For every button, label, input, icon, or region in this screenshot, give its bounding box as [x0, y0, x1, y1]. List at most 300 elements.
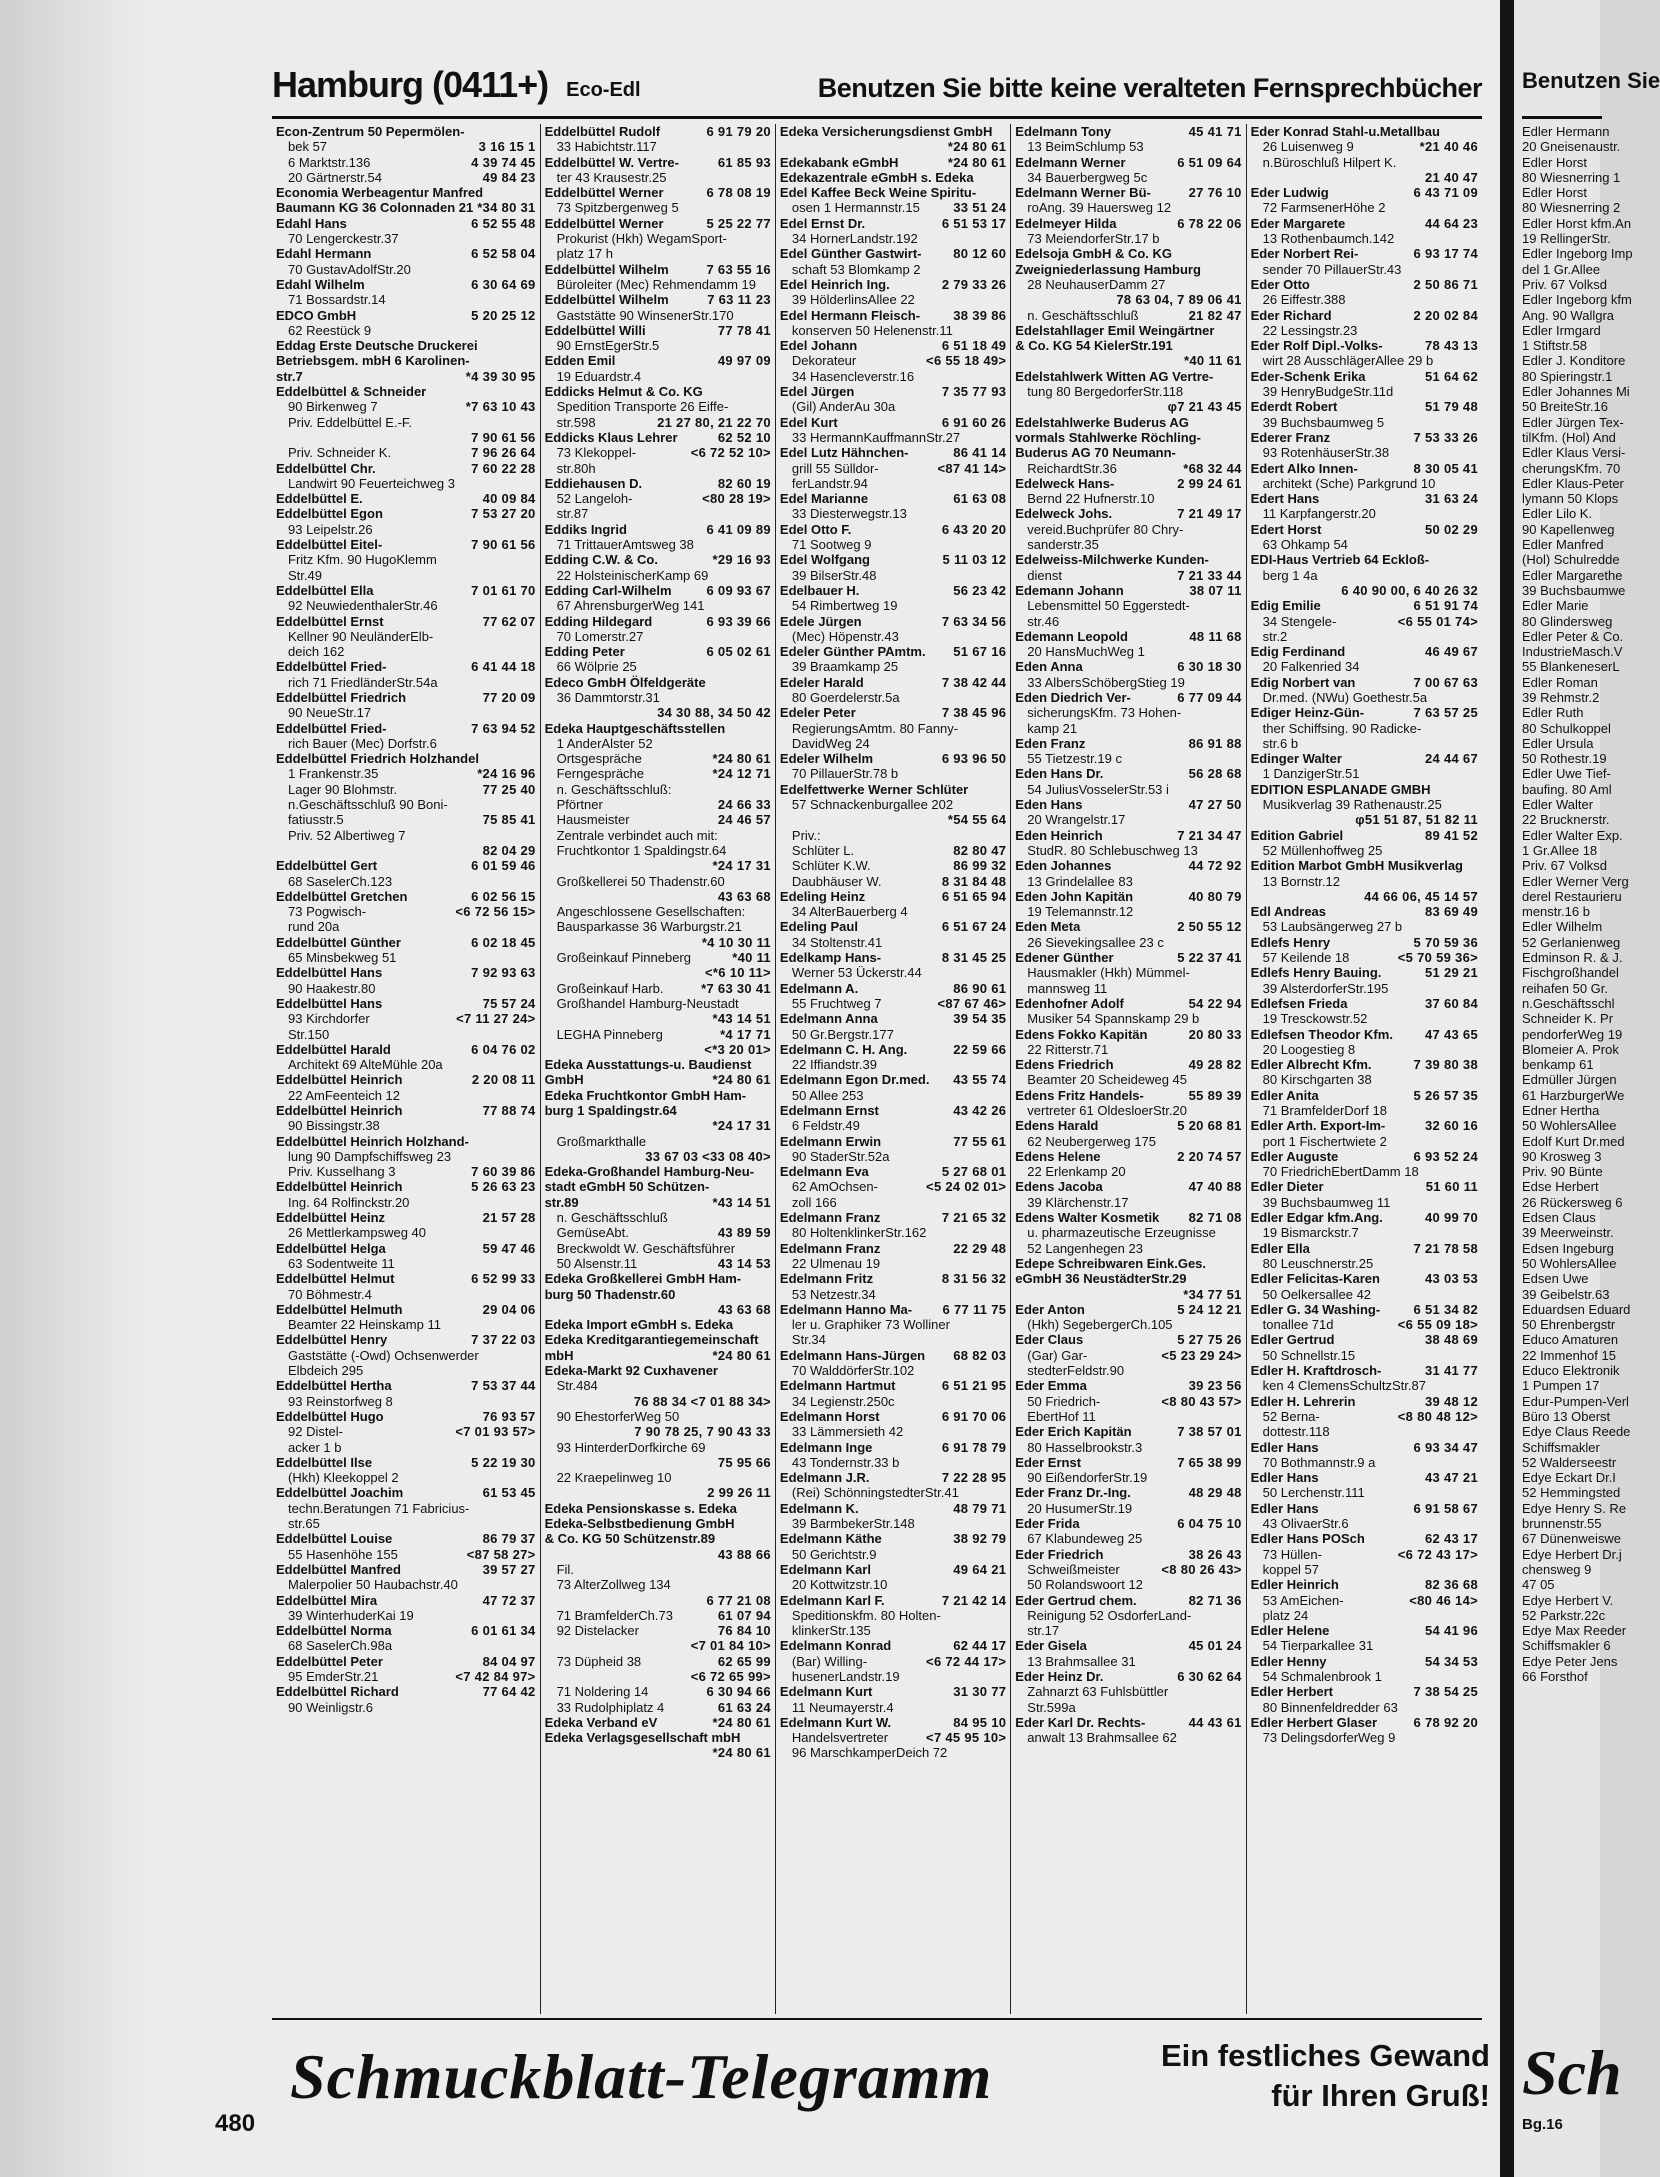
next-page-entry: Edler Horst: [1522, 185, 1588, 201]
entry-name: Edelmann Erwin: [779, 1133, 882, 1149]
entry-name: Econ-Zentrum 50 Pepermölen-: [276, 124, 465, 139]
directory-entry: [545, 461, 771, 476]
entry-phone: 51 29 21: [1424, 965, 1478, 981]
directory-entry: [545, 981, 771, 996]
entry-name: Edeler Günther PAmtm.: [779, 644, 926, 660]
entry-name: u. pharmazeutische Erzeugnisse: [1027, 1225, 1216, 1241]
entry-name: Eden Anna: [1015, 659, 1083, 675]
directory-entry: [1015, 1531, 1241, 1546]
directory-entry: [1251, 1134, 1478, 1149]
entry-name: EDCO GmbH: [276, 307, 357, 323]
entry-name: 63 Sodentweite 11: [288, 1255, 395, 1271]
directory-entry: [1015, 231, 1241, 246]
entry-phone: 86 91 88: [1188, 735, 1242, 751]
entry-phone: *34 80 31: [477, 200, 536, 216]
next-page-entry: Eduardsen Eduard: [1522, 1301, 1631, 1317]
entry-name: Ederer Franz: [1250, 429, 1331, 445]
entry-name: 90 EißendorferStr.19: [1027, 1470, 1148, 1486]
entry-phone: 44 72 92: [1188, 858, 1242, 874]
directory-entry: [1251, 843, 1478, 858]
entry-name: 55 Tietzestr.19 c: [1027, 751, 1122, 767]
directory-entry: [545, 996, 771, 1011]
next-page-entry: 52 Hemmingsted: [1522, 1485, 1621, 1501]
entry-name: Eddicks Klaus Lehrer: [544, 429, 678, 445]
directory-entry: [780, 552, 1006, 567]
entry-name: 73 Pogwisch-: [288, 904, 367, 920]
entry-name: Edel Otto F.: [779, 521, 852, 537]
entry-name: Eddelbüttel Helga: [276, 1240, 386, 1256]
entry-name: vormals Stahlwerke Röchling-: [1015, 429, 1201, 445]
entry-name: grill 55 Sülldor-: [791, 460, 879, 476]
directory-entry: [1251, 292, 1478, 307]
entry-name: Büroleiter (Mec) Rehmendamm 19: [556, 276, 756, 292]
entry-name: Edler Auguste: [1250, 1148, 1339, 1164]
entry-name: 65 Minsbekweg 51: [288, 950, 397, 966]
entry-phone: 44 66 06, 45 14 57: [1364, 888, 1478, 904]
directory-entry: [276, 384, 536, 399]
directory-entry: [276, 323, 536, 338]
entry-name: Baumann KG 36 Colonnaden 21: [276, 200, 474, 216]
entry-name: Edeler Peter: [779, 705, 856, 721]
entry-name: kamp 21: [1027, 720, 1078, 736]
entry-name: 33 Lämmersieth 42: [791, 1424, 904, 1440]
directory-entry: [1251, 736, 1478, 751]
entry-name: Edahl Hermann: [276, 246, 372, 262]
entry-name: Eddelbüttel Hugo: [276, 1408, 384, 1424]
entry-name: Eddelbüttel Hans: [276, 995, 383, 1011]
entry-phone: 7 21 49 17: [1177, 506, 1242, 522]
next-page-entry: 50 BreiteStr.16: [1522, 399, 1608, 415]
entry-phone: 6 78 92 20: [1413, 1714, 1478, 1730]
entry-name: eGmbH 36 NeustädterStr.29: [1015, 1271, 1187, 1287]
entry-name: Eddelbüttel Fried-: [276, 659, 387, 675]
entry-name: Eddelbüttel Manfred: [276, 1561, 401, 1577]
entry-phone: 49 97 09: [717, 353, 771, 369]
directory-entry: [545, 323, 771, 338]
entry-name: 90 EhestorferWeg 50: [556, 1408, 680, 1424]
entry-name: Ing. 64 Rolfinckstr.20: [288, 1194, 410, 1210]
directory-entry: [1251, 1164, 1478, 1179]
entry-name: bek 57: [288, 139, 328, 155]
directory-entry: [1251, 797, 1478, 812]
entry-phone: 38 48 69: [1424, 1332, 1478, 1348]
directory-entry: [780, 782, 1006, 797]
next-page-entry: 50 Ehrenbergstr: [1522, 1317, 1616, 1333]
entry-name: techn.Beratungen 71 Fabricius-: [288, 1500, 470, 1516]
entry-name: Edeka Versicherungsdienst GmbH: [779, 124, 993, 139]
directory-entry: [1015, 185, 1241, 200]
directory-entry: [1251, 1225, 1478, 1240]
directory-entry: [780, 1547, 1006, 1562]
entry-name: 13 Brahmsallee 31: [1027, 1653, 1136, 1669]
directory-entry: [780, 1485, 1006, 1500]
entry-phone: <6 55 01 74>: [1397, 613, 1478, 629]
next-page-entry: IndustrieMasch.V: [1522, 644, 1623, 660]
directory-entry: [780, 568, 1006, 583]
directory-entry: [1251, 200, 1478, 215]
directory-entry: [276, 1287, 536, 1302]
entry-phone: 22 59 66: [953, 1041, 1007, 1057]
directory-entry: [780, 1164, 1006, 1179]
directory-entry: [780, 476, 1006, 491]
entry-name: 70 Böhmestr.4: [288, 1286, 372, 1302]
entry-name: 50 Gerichtstr.9: [791, 1546, 877, 1562]
entry-name: 93 RotenhäuserStr.38: [1262, 445, 1390, 461]
next-page-entry: 39 Geibelstr.63: [1522, 1286, 1610, 1302]
entry-name: Edig Emilie: [1250, 598, 1321, 614]
directory-entry: [1015, 1088, 1241, 1103]
directory-entry: [276, 1057, 536, 1072]
entry-name: Edeka Großkellerei GmbH Ham-: [544, 1271, 742, 1287]
entry-name: Eden Diedrich Ver-: [1015, 689, 1131, 705]
entry-phone: 7 90 61 56: [471, 429, 536, 445]
directory-entry: [780, 659, 1006, 674]
directory-entry: [1015, 889, 1241, 904]
directory-entry: [1015, 1440, 1241, 1455]
entry-phone: 6 91 79 20: [706, 124, 771, 139]
directory-entry: [276, 782, 536, 797]
directory-entry: [545, 491, 771, 506]
entry-name: Edler Anita: [1250, 1087, 1319, 1103]
entry-name: Edeka Import eGmbH s. Edeka: [544, 1317, 734, 1333]
directory-entry: [276, 1088, 536, 1103]
header-slogan: Benutzen Sie bitte keine veralteten Fernsprechbücher: [817, 73, 1482, 103]
entry-name: 26 Luisenweg 9: [1262, 139, 1354, 155]
entry-phone: 7 21 33 44: [1177, 567, 1242, 583]
entry-name: 11 Karpfangerstr.20: [1262, 506, 1376, 522]
entry-phone: 51 60 11: [1425, 1179, 1478, 1195]
entry-name: Edel Johann: [779, 338, 858, 354]
entry-name: Zahnarzt 63 Fuhlsbüttler: [1027, 1684, 1169, 1700]
directory-entry: [545, 552, 771, 567]
entry-name: 68 SaselerCh.123: [288, 873, 393, 889]
entry-phone: 6 93 96 50: [941, 751, 1007, 767]
directory-entry: [276, 200, 536, 215]
directory-entry: [780, 1225, 1006, 1240]
directory-entry: [545, 1256, 771, 1271]
directory-entry: [276, 124, 536, 139]
directory-entry: [1015, 1195, 1241, 1210]
entry-name: Edelmann Kurt W.: [779, 1714, 892, 1730]
entry-name: Edding Hildegard: [544, 613, 653, 629]
directory-entry: [1251, 415, 1478, 430]
entry-phone: 5 70 59 36: [1413, 934, 1478, 950]
entry-name: Economia Werbeagentur Manfred: [276, 185, 484, 201]
directory-entry: [276, 690, 536, 705]
directory-entry: [1015, 506, 1241, 521]
directory-entry: [545, 797, 771, 812]
entry-name: Edelsoja GmbH & Co. KG: [1015, 246, 1173, 262]
entry-phone: 7 96 26 64: [471, 445, 536, 461]
entry-name: 1 Frankenstr.35: [288, 766, 379, 782]
entry-name: 62 Reestück 9: [288, 322, 372, 338]
next-page-entry: Edler Ingeborg Imp: [1522, 246, 1633, 262]
entry-name: Eddelbüttel & Schneider: [276, 384, 427, 400]
entry-name: 73 MeiendorferStr.17 b: [1027, 231, 1160, 247]
next-page-entry: Edler Horst: [1522, 154, 1588, 170]
entry-phone: 82 71 36: [1188, 1592, 1242, 1608]
directory-entry: [276, 1638, 536, 1653]
directory-entry: [545, 1577, 771, 1592]
entry-name: Bernd 22 Hufnerstr.10: [1027, 491, 1155, 507]
directory-entry: [1015, 614, 1241, 629]
next-page-entry: Büro 13 Oberst: [1522, 1408, 1611, 1424]
directory-entry: [780, 1654, 1006, 1669]
entry-name: 54 Rimbertweg 19: [791, 598, 898, 614]
entry-name: Eddelbüttel Gretchen: [276, 888, 408, 904]
next-page-entry: Edler Wilhelm: [1522, 919, 1603, 935]
directory-entry: [1015, 797, 1241, 812]
entry-phone: <6 72 56 15>: [455, 904, 536, 920]
entry-name: mannsweg 11: [1027, 980, 1108, 996]
directory-entry: [1015, 751, 1241, 766]
entry-phone: 7 38 42 44: [941, 674, 1007, 690]
entry-name: Edel Kurt: [779, 414, 838, 430]
directory-entry: [1015, 1654, 1241, 1669]
entry-name: Edahl Wilhelm: [276, 276, 365, 292]
entry-name: Edelmann Inge: [779, 1439, 873, 1455]
next-page-entry: Edler Klaus-Peter: [1522, 475, 1624, 491]
directory-entry: [1251, 1271, 1478, 1286]
entry-name: 34 Hasencleverstr.16: [791, 368, 915, 384]
directory-entry: [1251, 1501, 1478, 1516]
directory-entry: [276, 950, 536, 965]
entry-name: Zentrale verbindet auch mit:: [556, 827, 718, 843]
entry-name: Edding Carl-Wilhelm: [544, 582, 672, 598]
directory-entry: [276, 965, 536, 980]
entry-name: Edl Andreas: [1250, 904, 1327, 920]
entry-name: konserven 50 Helenenstr.11: [791, 322, 953, 338]
entry-phone: <6 55 09 18>: [1397, 1317, 1478, 1333]
entry-name: 93 Kirchdorfer: [288, 1011, 370, 1027]
directory-entry: [276, 476, 536, 491]
entry-name: 39 WinterhuderKai 19: [288, 1607, 414, 1623]
entry-name: Edel Günther Gastwirt-: [779, 246, 922, 262]
entry-name: str.46: [1027, 613, 1060, 629]
directory-entry: [545, 659, 771, 674]
directory-entry: [1251, 766, 1478, 781]
footer-rule: [272, 2018, 1482, 2020]
next-page-entry: Edolf Kurt Dr.med: [1522, 1133, 1625, 1149]
entry-name: 13 BeimSchlump 53: [1027, 139, 1144, 155]
entry-phone: 7 37 22 03: [471, 1332, 536, 1348]
next-page-entry: Edmüller Jürgen: [1522, 1072, 1617, 1088]
entry-phone: 6 02 56 15: [471, 888, 536, 904]
entry-name: Schweißmeister: [1027, 1561, 1120, 1577]
directory-entry: [545, 185, 771, 200]
entry-name: Eder Anton: [1015, 1301, 1085, 1317]
entry-name: str.87: [556, 506, 589, 522]
entry-name: Elbdeich 295: [288, 1363, 364, 1379]
entry-name: Edelmann Anna: [779, 1011, 878, 1027]
entry-name: Edler H. Kraftdrosch-: [1250, 1363, 1382, 1379]
directory-entry: [780, 1179, 1006, 1194]
directory-entry: [276, 216, 536, 231]
entry-name: port 1 Fischertwiete 2: [1262, 1133, 1387, 1149]
entry-name: Edelmann Hanno Ma-: [779, 1301, 913, 1317]
directory-entry: [1015, 919, 1241, 934]
directory-entry: [276, 415, 536, 430]
entry-name: 33 HermannKauffmannStr.27: [791, 429, 961, 445]
directory-entry: [1251, 568, 1478, 583]
entry-name: Eden Franz: [1015, 735, 1086, 751]
entry-name: 20 Loogestieg 8: [1262, 1041, 1356, 1057]
entry-name: 20 Gärtnerstr.54: [288, 169, 382, 185]
directory-entry: [780, 1638, 1006, 1653]
directory-entry: [545, 1164, 771, 1179]
directory-entry: [276, 1378, 536, 1393]
entry-phone: 8 31 84 48: [941, 873, 1007, 889]
directory-entry: [1251, 1516, 1478, 1531]
directory-entry: [545, 1654, 771, 1669]
entry-name: Str.599a: [1027, 1699, 1076, 1715]
next-page-entry: del 1 Gr.Allee: [1522, 261, 1601, 277]
entry-name: Edelstahllager Emil Weingärtner: [1015, 322, 1215, 338]
directory-entry: [780, 415, 1006, 430]
directory-entry: [780, 353, 1006, 368]
entry-name: zoll 166: [791, 1194, 837, 1210]
entry-name: 95 EmderStr.21: [288, 1668, 379, 1684]
entry-name: 71 Noldering 14: [556, 1684, 649, 1700]
entry-name: Großmarkthalle: [556, 1133, 647, 1149]
entry-name: 39 AlsterdorferStr.195: [1262, 980, 1389, 996]
entry-name: 96 MarschkamperDeich 72: [791, 1745, 948, 1761]
entry-phone: 7 63 34 56: [941, 613, 1007, 629]
directory-entry: [780, 1149, 1006, 1164]
directory-entry: [276, 1531, 536, 1546]
entry-phone: 7 38 57 01: [1177, 1424, 1242, 1440]
next-page-entry: pendorferWeg 19: [1522, 1026, 1623, 1042]
entry-phone: 2 99 26 11: [707, 1485, 771, 1501]
entry-phone: 6 91 60 26: [941, 414, 1007, 430]
directory-entry: [545, 1011, 771, 1026]
directory-entry: [545, 782, 771, 797]
entry-name: 67 AhrensburgerWeg 141: [556, 598, 705, 614]
entry-phone: 8 31 45 25: [941, 950, 1007, 966]
entry-name: Edeka Verlagsgesellschaft mbH: [544, 1730, 741, 1746]
entry-name: lung 90 Dampfschiffsweg 23: [288, 1148, 452, 1164]
directory-entry: [1251, 1302, 1478, 1317]
entry-phone: 6 01 61 34: [471, 1623, 536, 1639]
directory-entry: [780, 1669, 1006, 1684]
directory-entry: [1015, 812, 1241, 827]
directory-entry: [1015, 522, 1241, 537]
entry-phone: <87 58 27>: [466, 1546, 536, 1562]
directory-entry: [1251, 935, 1478, 950]
directory-entry: [276, 1179, 536, 1194]
directory-entry: [545, 170, 771, 185]
entry-phone: 38 07 11: [1189, 582, 1242, 598]
directory-entry: [545, 1241, 771, 1256]
directory-entry: [780, 935, 1006, 950]
directory-entry: [1251, 1485, 1478, 1500]
entry-name: Beamter 20 Scheideweg 45: [1027, 1072, 1187, 1088]
entry-name: Eder Richard: [1250, 307, 1332, 323]
directory-entry: [1251, 308, 1478, 323]
entry-phone: <6 72 52 10>: [690, 445, 771, 461]
directory-entry: [780, 766, 1006, 781]
directory-entry: [1251, 950, 1478, 965]
next-page-entry: 90 Krosweg 3: [1522, 1148, 1602, 1164]
entry-name: Edlefsen Theodor Kfm.: [1250, 1026, 1393, 1042]
entry-phone: 6 40 90 00, 6 40 26 32: [1341, 582, 1478, 598]
directory-entry: [276, 1103, 536, 1118]
directory-entry: [276, 1669, 536, 1684]
entry-phone: <5 24 02 01>: [926, 1179, 1007, 1195]
directory-entry: [780, 950, 1006, 965]
entry-name: Edepe Schreibwaren Eink.Ges.: [1015, 1255, 1207, 1271]
directory-entry: [1251, 231, 1478, 246]
entry-name: Eden Johannes: [1015, 858, 1112, 874]
directory-entry: [780, 1623, 1006, 1638]
entry-name: Eder Konrad Stahl-u.Metallbau: [1250, 124, 1440, 139]
entry-name: (Gil) AnderAu 30a: [791, 399, 896, 415]
directory-entry: [780, 919, 1006, 934]
directory-entry: [545, 1409, 771, 1424]
entry-name: Edelweck Johs.: [1015, 506, 1113, 522]
entry-phone: 6 09 93 67: [706, 582, 771, 598]
directory-entry: [1015, 1608, 1241, 1623]
entry-name: Edler Hans POSch: [1250, 1531, 1365, 1547]
directory-entry: [545, 1700, 771, 1715]
entry-phone: 33 51 24: [953, 200, 1007, 216]
entry-phone: *7 63 30 41: [701, 980, 771, 996]
entry-name: Buderus AG 70 Neumann-: [1015, 445, 1176, 461]
entry-phone: <8 80 43 57>: [1161, 1393, 1242, 1409]
entry-phone: 2 20 74 57: [1177, 1148, 1242, 1164]
entry-name: Eddelbüttel Willi: [544, 322, 646, 338]
next-page-entry: Edur-Pumpen-Verl: [1522, 1393, 1629, 1409]
directory-entry: [1015, 1256, 1241, 1271]
entry-phone: 2 50 86 71: [1413, 276, 1478, 292]
directory-entry: [780, 1072, 1006, 1087]
entry-phone: 21 57 28: [482, 1210, 536, 1226]
next-page-entry: Edye Herbert V.: [1522, 1592, 1614, 1608]
entry-name: Edeka-Markt 92 Cuxhavener: [544, 1363, 718, 1379]
directory-entry: [780, 1302, 1006, 1317]
entry-name: 92 NeuwiedenthalerStr.46: [288, 598, 438, 614]
directory-entry: [1015, 1470, 1241, 1485]
directory-entry: [780, 1256, 1006, 1271]
entry-name: 92 Distel-: [288, 1424, 343, 1440]
next-page-entry: Edler Hermann: [1522, 124, 1610, 139]
entry-name: 80 HoltenklinkerStr.162: [791, 1225, 927, 1241]
directory-entry: [1251, 1562, 1478, 1577]
entry-name: Beamter 22 Heinskamp 11: [288, 1317, 441, 1333]
entry-name: Edahl Hans: [276, 215, 347, 231]
directory-entry: [1251, 904, 1478, 919]
directory-entry: [780, 1348, 1006, 1363]
next-page-entry: lymann 50 Klops: [1522, 491, 1619, 507]
directory-entry: [780, 583, 1006, 598]
entry-phone: *40 11: [732, 950, 771, 966]
directory-entry: [545, 828, 771, 843]
entry-phone: 39 23 56: [1188, 1378, 1242, 1394]
directory-entry: [1251, 919, 1478, 934]
entry-name: Edelmann Eva: [779, 1164, 869, 1180]
directory-entry: [545, 583, 771, 598]
entry-name: Edeler Harald: [779, 674, 864, 690]
entry-name: Edelbauer H.: [779, 582, 860, 598]
entry-phone: 7 22 28 95: [941, 1470, 1007, 1486]
entry-name: Musikverlag 39 Rathenaustr.25: [1262, 797, 1442, 813]
next-page-entry: Edler Margarethe: [1522, 567, 1623, 583]
next-page-entry: Edsen Claus: [1522, 1210, 1596, 1226]
next-page-entry: 22 Brucknerstr.: [1522, 812, 1610, 828]
entry-phone: 2 79 33 26: [941, 276, 1007, 292]
entry-name: 20 HansMuchWeg 1: [1027, 644, 1145, 660]
next-page-entry: chensweg 9: [1522, 1561, 1592, 1577]
